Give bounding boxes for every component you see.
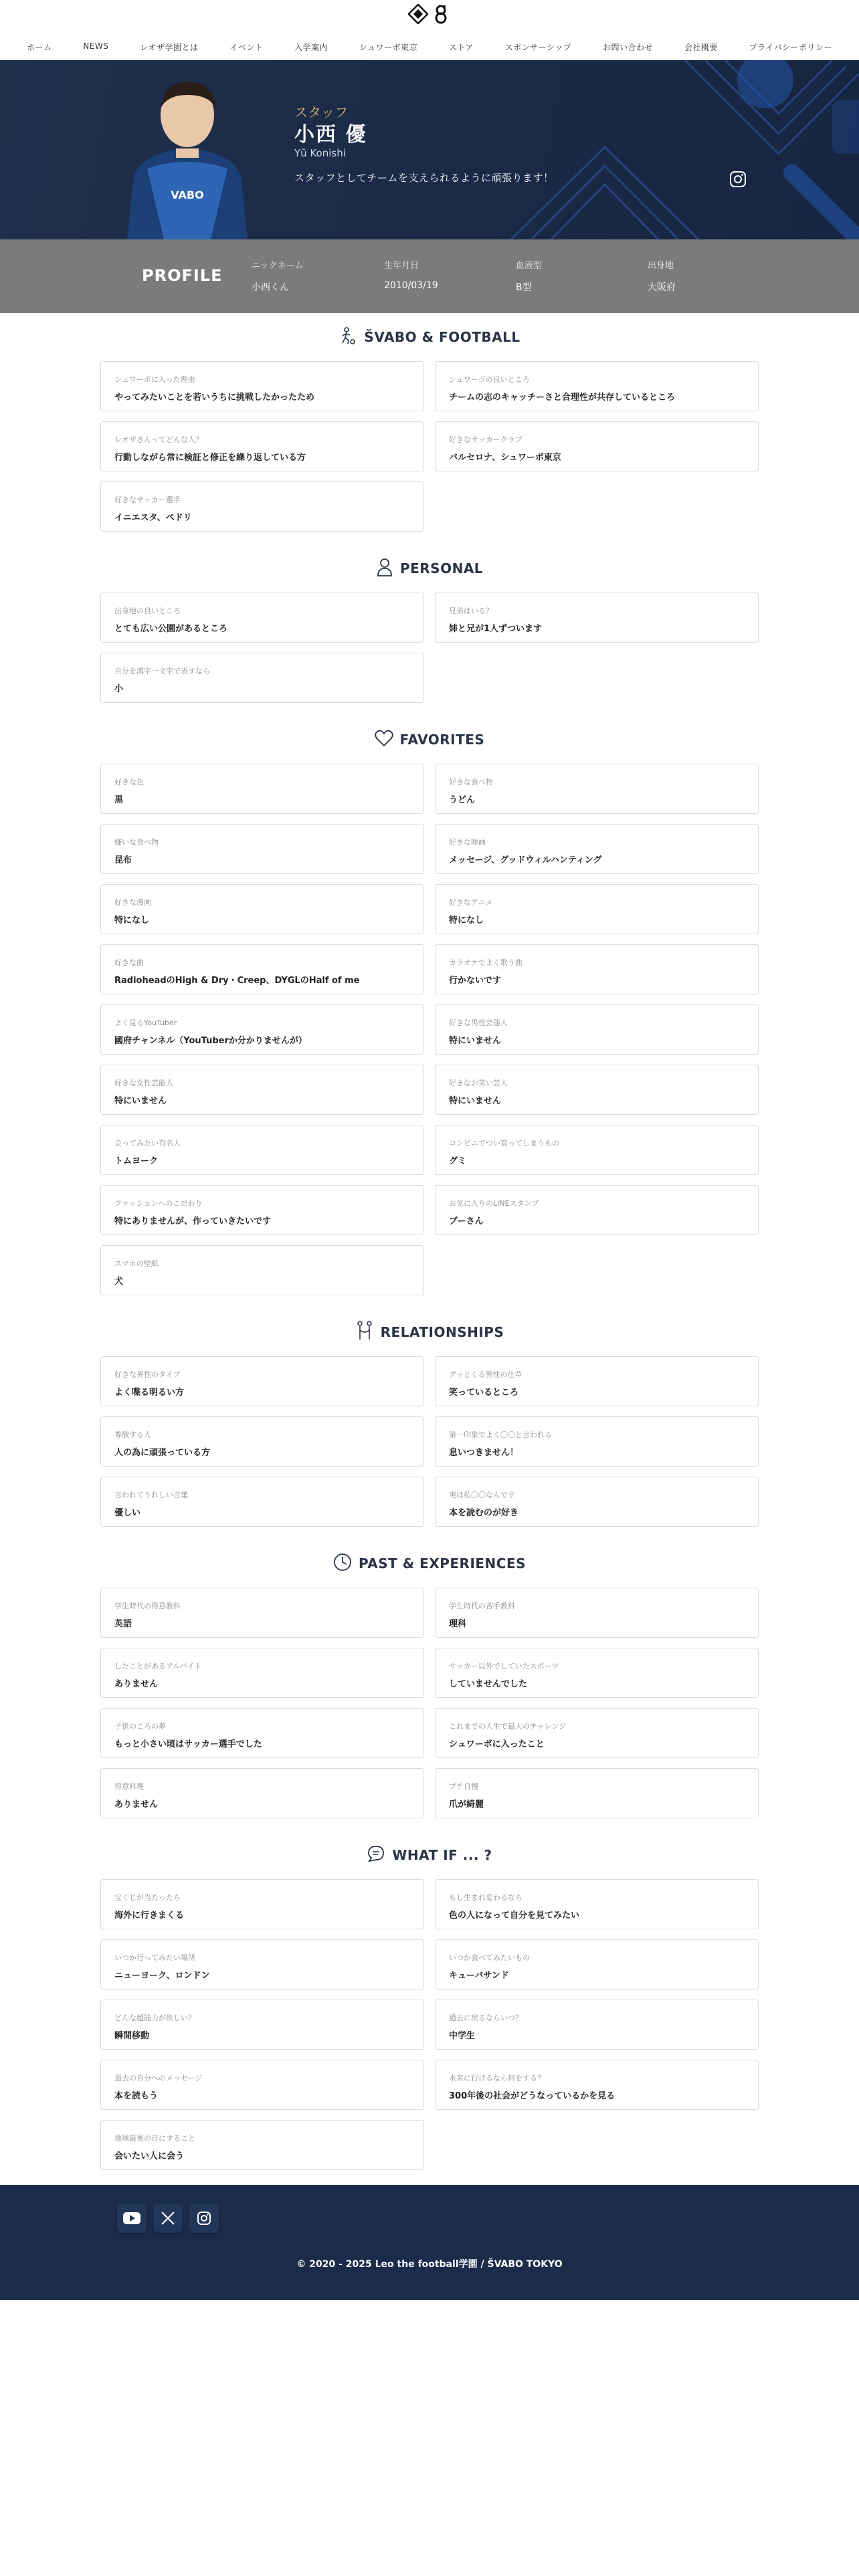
- qa-answer: 理科: [449, 1619, 467, 1629]
- qa-question: 好きなサッカー選手: [114, 496, 181, 504]
- qa-answer: トムヨーク: [114, 1156, 159, 1166]
- qa-question: カラオケでよく歌う曲: [449, 958, 522, 967]
- qa-question: 好きなお笑い芸人: [449, 1079, 508, 1087]
- profile-sections: [0, 325, 859, 2170]
- qa-answer: 英語: [114, 1619, 132, 1629]
- profile-bar: [0, 239, 859, 313]
- qa-question: 過去の自分へのメッセージ: [114, 2074, 203, 2082]
- qa-question: スマホの壁紙: [114, 1259, 159, 1268]
- player-photo: [117, 75, 258, 239]
- qa-question: もし生まれ変わるなら: [449, 1893, 522, 1902]
- number-eight-logo-icon: [431, 4, 451, 24]
- qa-card: [100, 2000, 424, 2050]
- qa-answer: 姉と兄が1人ずついます: [449, 624, 543, 634]
- qa-card: [435, 1648, 759, 1698]
- qa-card: [435, 361, 759, 411]
- qa-answer: 会いたい人に会う: [114, 2151, 185, 2161]
- qa-answer: グミ: [449, 1156, 467, 1166]
- qa-question: 出身地の良いところ: [114, 607, 181, 615]
- qa-card: [100, 1245, 424, 1295]
- qa-grid: [100, 593, 759, 703]
- qa-answer: 爪が綺麗: [449, 1800, 484, 1810]
- instagram-icon[interactable]: [729, 171, 747, 188]
- qa-card: [100, 481, 424, 532]
- profile-value: 大阪府: [648, 282, 676, 293]
- qa-grid: [100, 1356, 759, 1527]
- nav-company[interactable]: 会社概要: [684, 43, 718, 52]
- qa-card: [435, 1185, 759, 1235]
- qa-card: [100, 1708, 424, 1758]
- section-title: PAST & EXPERIENCES: [358, 1555, 527, 1572]
- qa-question: ファッションへのこだわり: [114, 1199, 203, 1208]
- qa-question: いつか行ってみたい場所: [114, 1953, 195, 1962]
- qa-question: 好きな女性芸能人: [114, 1079, 173, 1087]
- qa-answer: もっと小さい頃はサッカー選手でした: [114, 1739, 262, 1749]
- qa-answer: バルセロナ、シュワーボ東京: [449, 453, 561, 463]
- qa-answer: 特にいません: [114, 1096, 167, 1106]
- qa-question: これまでの人生で最大のチャレンジ: [449, 1722, 567, 1731]
- svg-text:VABO: VABO: [171, 189, 204, 201]
- qa-answer: していませんでした: [449, 1679, 528, 1689]
- section-header: [100, 1843, 759, 1867]
- qa-card: [435, 1477, 759, 1527]
- qa-answer: 特になし: [114, 916, 150, 926]
- qa-question: 嫌いな食べ物: [114, 838, 159, 847]
- qa-question: 好きな男性芸能人: [449, 1018, 508, 1027]
- qa-card: [100, 1416, 424, 1467]
- section-what-if: [100, 1843, 759, 2170]
- qa-grid: [100, 764, 759, 1295]
- profile-title: PROFILE: [142, 266, 223, 285]
- qa-question: いつか食べてみたいもの: [449, 1953, 530, 1962]
- x-icon[interactable]: [153, 2204, 183, 2233]
- nav-home[interactable]: ホーム: [27, 43, 52, 52]
- qa-card: [100, 884, 424, 934]
- qa-card: [435, 2000, 759, 2050]
- qa-answer: 笑っているところ: [449, 1388, 519, 1398]
- qa-question: シュワーボに入った理由: [114, 375, 195, 384]
- clock-icon: [333, 1553, 352, 1574]
- qa-question: 学生時代の得意教科: [114, 1602, 181, 1610]
- qa-answer: ありません: [114, 1800, 159, 1810]
- nav-about[interactable]: レオザ学園とは: [140, 43, 199, 52]
- speech-bubble-icon: [367, 1844, 385, 1866]
- qa-card: [435, 2060, 759, 2110]
- qa-card: [435, 884, 759, 934]
- qa-answer: キューバサンド: [449, 1971, 509, 1981]
- qa-answer: 特にありませんが、作っていきたいです: [114, 1216, 272, 1226]
- qa-card: [435, 1416, 759, 1467]
- qa-answer: うどん: [449, 795, 476, 805]
- profile-blood-type: [516, 258, 542, 294]
- qa-card: [100, 1356, 424, 1406]
- hero-decoration: [431, 60, 859, 239]
- member-name-roman: Yū Konishi: [294, 147, 346, 159]
- qa-answer: 黒: [114, 795, 124, 805]
- site-logo[interactable]: [408, 4, 451, 24]
- qa-card: [435, 593, 759, 643]
- qa-question: 過去に戻るならいつ？: [449, 2014, 522, 2022]
- qa-answer: やってみたいことを若いうちに挑戦したかったため: [114, 393, 315, 403]
- qa-card: [100, 1125, 424, 1175]
- qa-answer: 300年後の社会がどうなっているかを見る: [449, 2091, 615, 2101]
- qa-question: 未来に行けるなら何をする？: [449, 2074, 545, 2082]
- main-nav: [0, 41, 859, 53]
- nav-admission[interactable]: 入学案内: [294, 43, 328, 52]
- profile-label: 血液型: [516, 261, 543, 271]
- qa-question: 学生時代の苦手教科: [449, 1602, 515, 1610]
- qa-question: サッカー以外でしていたスポーツ: [449, 1662, 559, 1671]
- qa-card: [100, 1004, 424, 1055]
- qa-answer: ありません: [114, 1679, 159, 1689]
- nav-svabo-tokyo[interactable]: シュワーボ東京: [359, 43, 418, 52]
- qa-card: [435, 1065, 759, 1115]
- qa-card: [100, 764, 424, 814]
- relationship-icon: [355, 1321, 374, 1344]
- nav-events[interactable]: イベント: [229, 43, 264, 52]
- qa-card: [100, 1648, 424, 1698]
- profile-value: 2010/03/19: [384, 280, 438, 291]
- qa-question: 好きな異性のタイプ: [114, 1370, 181, 1379]
- section-personal: [100, 556, 759, 703]
- qa-question: 会ってみたい有名人: [114, 1139, 181, 1148]
- profile-label: ニックネーム: [252, 261, 304, 271]
- heart-icon: [375, 730, 393, 750]
- qa-question: 自分を漢字一文字で表すなら: [114, 667, 210, 675]
- qa-card: [100, 2120, 424, 2170]
- profile-value: B型: [516, 282, 532, 293]
- qa-grid: [100, 1879, 759, 2170]
- qa-answer: 本を読むのが好き: [449, 1508, 519, 1518]
- qa-answer: 瞬間移動: [114, 2031, 150, 2041]
- qa-question: コンビニでつい買ってしまうもの: [449, 1139, 559, 1148]
- section-relationships: [100, 1320, 759, 1527]
- football-player-icon: [339, 326, 357, 348]
- qa-question: 好きなサッカークラブ: [449, 435, 522, 444]
- qa-answer: 小: [114, 684, 124, 694]
- qa-card: [100, 1477, 424, 1527]
- site-footer: [0, 2185, 859, 2300]
- qa-answer: RadioheadのHigh & Dry・Creep、DYGLのHalf of me: [114, 976, 360, 986]
- qa-question: プチ自慢: [449, 1782, 478, 1791]
- qa-question: シュワーボの良いところ: [449, 375, 530, 384]
- section-title: RELATIONSHIPS: [380, 1324, 504, 1340]
- profile-value: 小西くん: [252, 282, 289, 293]
- page-blank-area: [0, 2300, 859, 2547]
- qa-answer: 海外に行きまくる: [114, 1911, 185, 1921]
- qa-card: [435, 1588, 759, 1638]
- qa-question: 兄弟はいる？: [449, 607, 493, 615]
- nav-store[interactable]: ストア: [448, 43, 474, 52]
- qa-answer: ブーさん: [449, 1216, 484, 1226]
- qa-card: [435, 1356, 759, 1406]
- qa-answer: ニューヨーク、ロンドン: [114, 1971, 210, 1981]
- qa-card: [100, 944, 424, 994]
- qa-card: [100, 1939, 424, 1990]
- qa-question: 地球最後の日にすること: [114, 2134, 195, 2143]
- qa-answer: 昆布: [114, 855, 132, 865]
- member-comment: スタッフとしてチームを支えられるように頑張ります！: [294, 172, 554, 184]
- qa-answer: よく喋る明るい方: [114, 1388, 185, 1398]
- qa-answer: チームの志のキャッチーさと合理性が共存しているところ: [449, 393, 676, 403]
- qa-grid: [100, 361, 759, 532]
- profile-label: 出身地: [648, 261, 674, 271]
- hero-banner: [0, 60, 859, 239]
- qa-question: 好きな色: [114, 778, 144, 786]
- qa-card: [435, 764, 759, 814]
- qa-answer: 特になし: [449, 916, 484, 926]
- qa-card: [100, 361, 424, 411]
- qa-answer: 行かないです: [449, 976, 502, 986]
- social-links: [117, 2204, 219, 2233]
- qa-answer: 特にいません: [449, 1036, 502, 1046]
- qa-question: どんな超能力が欲しい？: [114, 2014, 195, 2022]
- section-favorites: [100, 728, 759, 1295]
- qa-card: [100, 653, 424, 703]
- nav-news[interactable]: NEWS: [83, 41, 109, 51]
- section-header: [100, 556, 759, 580]
- qa-answer: メッセージ、グッドウィルハンティング: [449, 855, 602, 865]
- qa-card: [100, 2060, 424, 2110]
- qa-card: [435, 1708, 759, 1758]
- qa-card: [435, 421, 759, 471]
- qa-question: グッとくる異性の仕草: [449, 1370, 522, 1379]
- nav-sponsorship[interactable]: スポンサーシップ: [504, 43, 572, 52]
- section-header: [100, 728, 759, 752]
- qa-card: [435, 1879, 759, 1929]
- emblem-logo-icon: [408, 4, 428, 24]
- qa-card: [100, 824, 424, 874]
- qa-question: お気に入りのLINEスタンプ: [449, 1199, 539, 1208]
- nav-contact[interactable]: お問い合わせ: [603, 43, 654, 52]
- member-name: 小西 優: [294, 123, 367, 146]
- nav-privacy[interactable]: プライバシーポリシー: [749, 43, 832, 52]
- qa-answer: 色の人になって自分を見てみたい: [449, 1911, 580, 1921]
- qa-question: 好きな曲: [114, 958, 144, 967]
- section-header: [100, 1320, 759, 1344]
- qa-card: [435, 1004, 759, 1055]
- qa-card: [100, 1588, 424, 1638]
- section-title: FAVORITES: [399, 732, 485, 748]
- section-past-experiences: [100, 1551, 759, 1818]
- section-header: [100, 325, 759, 349]
- youtube-icon[interactable]: [117, 2204, 147, 2233]
- qa-answer: 優しい: [114, 1508, 141, 1518]
- qa-card: [100, 1768, 424, 1818]
- qa-card: [100, 593, 424, 643]
- qa-answer: 息いつきません！: [449, 1448, 519, 1458]
- qa-question: 尊敬する人: [114, 1430, 151, 1439]
- qa-question: レオザさんってどんな人？: [114, 435, 203, 444]
- qa-answer: イニエスタ、ペドリ: [114, 513, 192, 523]
- qa-card: [100, 1185, 424, 1235]
- qa-answer: 本を読もう: [114, 2091, 159, 2101]
- qa-question: 好きな食べ物: [449, 778, 493, 786]
- qa-question: 第一印象でよく〇〇と言われる: [449, 1430, 552, 1439]
- qa-card: [435, 1768, 759, 1818]
- profile-hometown: [648, 258, 676, 294]
- qa-grid: [100, 1588, 759, 1818]
- qa-card: [100, 1879, 424, 1929]
- section-title: WHAT IF ... ?: [392, 1847, 492, 1863]
- qa-card: [100, 421, 424, 471]
- qa-answer: 特にいません: [449, 1096, 502, 1106]
- qa-card: [435, 824, 759, 874]
- qa-answer: 犬: [114, 1277, 124, 1287]
- qa-question: 宝くじが当たったら: [114, 1893, 181, 1902]
- qa-answer: シュワーボに入ったこと: [449, 1739, 545, 1749]
- qa-card: [435, 944, 759, 994]
- qa-answer: 中学生: [449, 2031, 476, 2041]
- member-role: スタッフ: [294, 104, 348, 120]
- qa-question: 好きな漫画: [114, 898, 151, 907]
- qa-answer: 行動しながら常に検証と修正を繰り返している方: [114, 453, 306, 463]
- qa-question: よく見るYouTuber: [114, 1018, 177, 1027]
- section-title: PERSONAL: [399, 560, 484, 576]
- profile-label: 生年月日: [384, 261, 419, 271]
- qa-question: 得意料理: [114, 1782, 144, 1791]
- section-vabo-football: [100, 325, 759, 532]
- profile-nickname: [252, 258, 303, 294]
- qa-card: [435, 1939, 759, 1990]
- qa-question: 子供のころの夢: [114, 1722, 166, 1731]
- qa-answer: とても広い公園があるところ: [114, 624, 228, 634]
- qa-question: 実は私〇〇なんです: [449, 1491, 515, 1499]
- qa-question: したことがあるアルバイト: [114, 1662, 202, 1671]
- section-title: ŠVABO & FOOTBALL: [364, 329, 520, 345]
- qa-answer: 國府チャンネル（YouTuberか分かりませんが）: [114, 1036, 307, 1046]
- profile-birthday: [384, 258, 438, 291]
- qa-question: 好きなアニメ: [449, 898, 493, 907]
- copyright: © 2020 - 2025 Leo the football学園 / ŠVABO TOKYO: [296, 2259, 563, 2270]
- qa-answer: 人の為に頑張っている方: [114, 1448, 211, 1458]
- qa-question: 言われてうれしい言葉: [114, 1491, 188, 1499]
- section-header: [100, 1551, 759, 1576]
- site-header: [0, 0, 859, 60]
- instagram-icon[interactable]: [189, 2204, 219, 2233]
- qa-card: [435, 1125, 759, 1175]
- qa-question: 好きな映画: [449, 838, 486, 847]
- person-icon: [376, 558, 393, 579]
- qa-card: [100, 1065, 424, 1115]
